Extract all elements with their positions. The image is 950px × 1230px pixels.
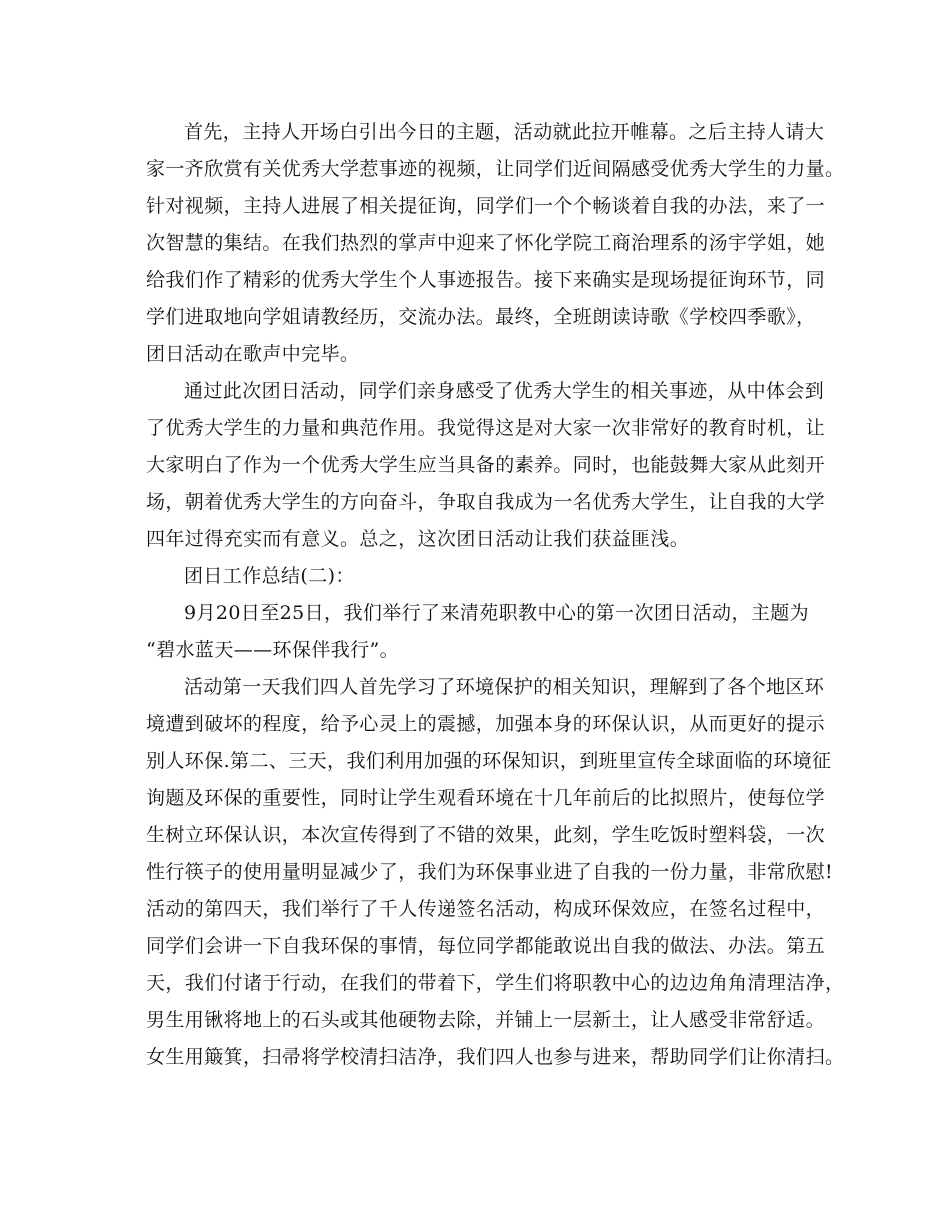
text-line: 境遭到破坏的程度，给予心灵上的震撼，加强本身的环保认识，从而更好的提示 (146, 713, 826, 735)
text-line: 学们进取地向学姐请教经历，交流办法。最终，全班朗读诗歌《学校四季歌》， (146, 306, 816, 328)
paragraph-event-details (146, 669, 845, 1076)
paragraph-reflection (146, 373, 826, 558)
text-line: 同学们会讲一下自我环保的事情，每位同学都能敢说出自我的做法、办法。第五 (146, 935, 826, 957)
text-line: 性行筷子的使用量明显减少了，我们为环保事业进了自我的一份力量，非常欣慰! (146, 861, 834, 883)
text-line: 别人环保.第二、三天，我们利用加强的环保知识，到班里宣传全球面临的环境征 (146, 750, 832, 772)
text-line: 男生用锹将地上的石头或其他硬物去除，并铺上一层新土，让人感受非常舒适。 (146, 1009, 826, 1031)
paragraph-opening (146, 114, 845, 373)
text-line: 生树立环保认识，本次宣传得到了不错的效果，此刻，学生吃饭时塑料袋，一次 (146, 824, 826, 846)
text-line: 首先，主持人开场白引出今日的主题，活动就此拉开帷幕。之后主持人请大 (184, 121, 825, 143)
text-line: 针对视频，主持人进展了相关提征询，同学们一个个畅谈着自我的办法，来了一 (146, 195, 826, 217)
text-line: 次智慧的集结。在我们热烈的掌声中迎来了怀化学院工商治理系的汤宇学姐，她 (146, 232, 826, 254)
text-line: “碧水蓝天——环保伴我行”。 (146, 639, 400, 661)
text-line: 给我们作了精彩的优秀大学生个人事迹报告。接下来确实是现场提征询环节，同 (146, 269, 826, 291)
section-heading (146, 558, 810, 595)
text-line: 团日活动在歌声中完毕。 (146, 343, 360, 365)
text-line: 大家明白了作为一个优秀大学生应当具备的素养。同时，也能鼓舞大家从此刻开 (146, 454, 826, 476)
text-line: 通过此次团日活动，同学们亲身感受了优秀大学生的相关事迹，从中体会到 (184, 380, 825, 402)
text-line: 家一齐欣赏有关优秀大学惹事迹的视频，让同学们近间隔感受优秀大学生的力量。 (146, 158, 845, 180)
text-line: 询题及环保的重要性，同时让学生观看环境在十几年前后的比拟照片，使每位学 (146, 787, 826, 809)
text-line: 天，我们付诸于行动，在我们的带着下，学生们将职教中心的边边角角清理洁净， (146, 972, 845, 994)
text-line: 女生用簸箕，扫帚将学校清扫洁净，我们四人也参与进来，帮助同学们让你清扫。 (146, 1046, 845, 1068)
text-line: 团日工作总结(二)： (184, 565, 355, 587)
text-line: 9月20日至25日，我们举行了来清苑职教中心的第一次团日活动，主题为 (184, 602, 810, 624)
text-line: 活动第一天我们四人首先学习了环境保护的相关知识，理解到了各个地区环 (184, 676, 825, 698)
text-line: 了优秀大学生的力量和典范作用。我觉得这是对大家一次非常好的教育时机，让 (146, 417, 826, 439)
text-line: 四年过得充实而有意义。总之，这次团日活动让我们获益匪浅。 (146, 528, 690, 550)
text-line: 场，朝着优秀大学生的方向奋斗，争取自我成为一名优秀大学生，让自我的大学 (146, 491, 826, 513)
document-body (146, 114, 845, 1076)
text-line: 活动的第四天，我们举行了千人传递签名活动，构成环保效应，在签名过程中， (146, 898, 826, 920)
paragraph-event-intro (146, 595, 810, 669)
